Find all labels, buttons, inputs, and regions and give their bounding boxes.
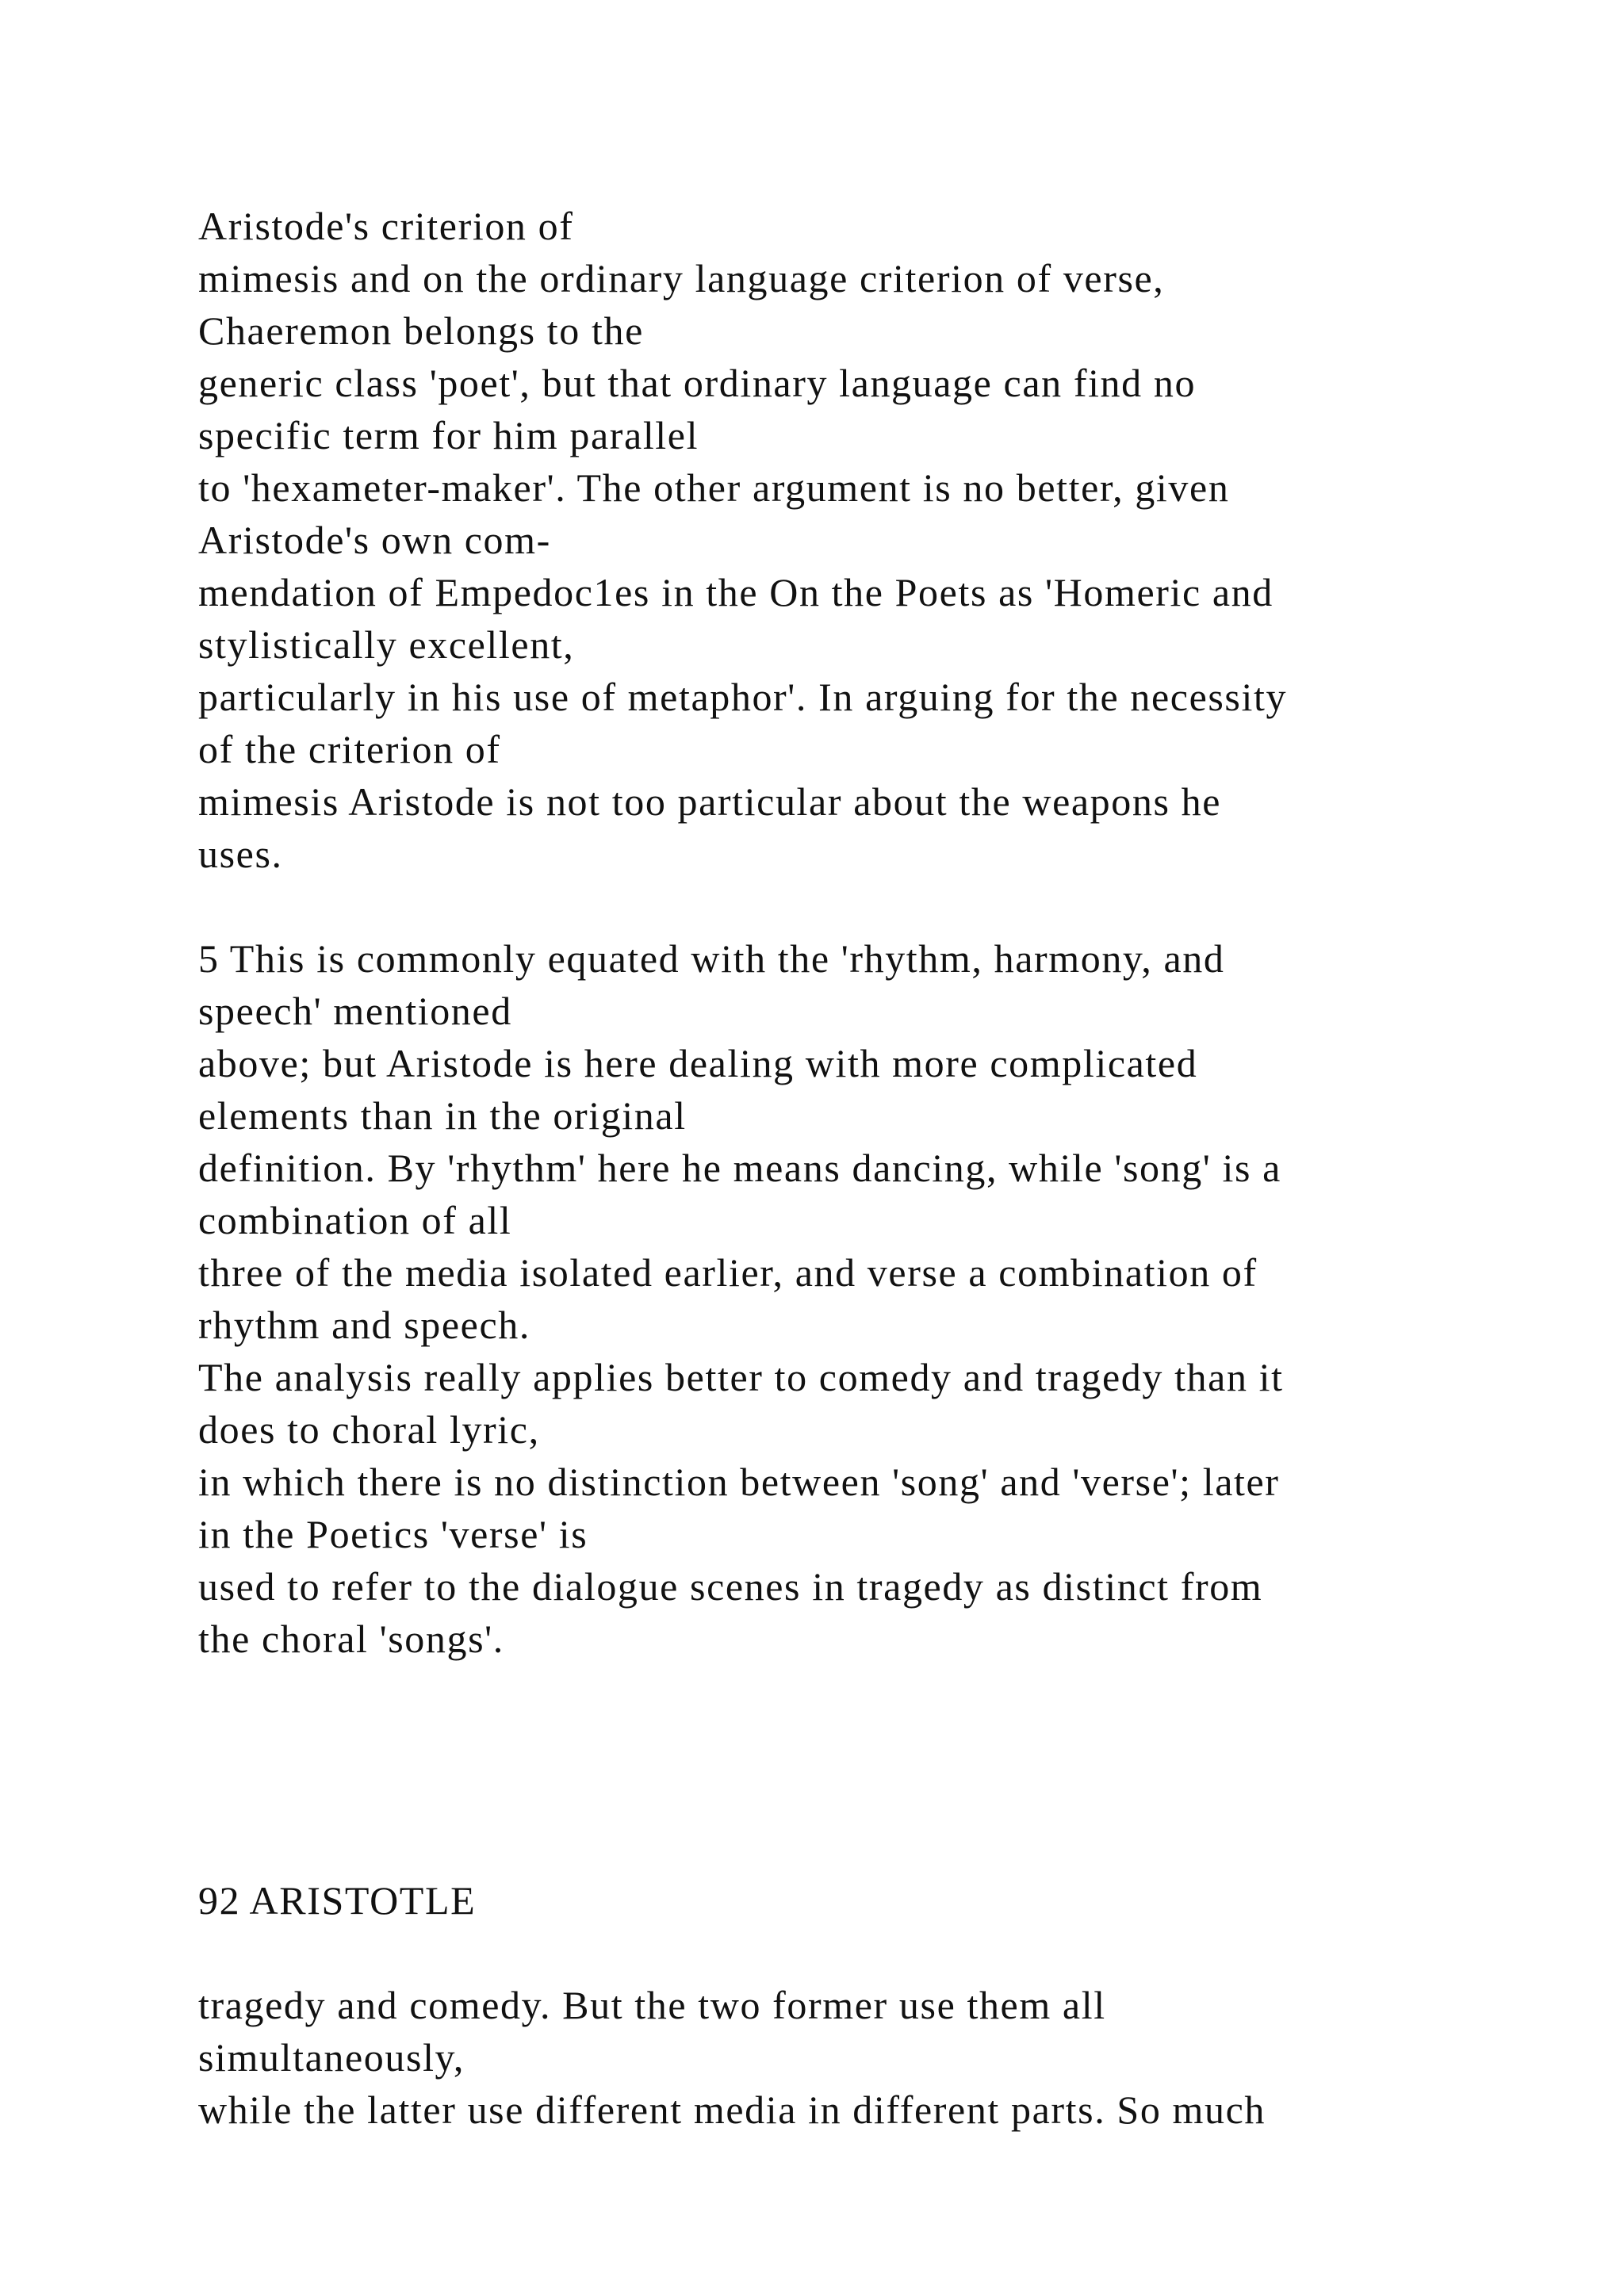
footnote-line: in the Poetics 'verse' is [198,1512,588,1556]
text-line: mendation of Empedoc1es in the On the Poets as 'Homeric and [198,570,1274,614]
footnote-line: The analysis really applies better to comedy and tragedy than it [198,1355,1284,1399]
text-line: tragedy and comedy. But the two former use them all [198,1983,1106,2027]
footnote-line: elements than in the original [198,1093,687,1138]
footnote-line: above; but Aristode is here dealing with more complicated [198,1041,1198,1085]
text-line: generic class 'poet', but that ordinary language can find no [198,361,1197,405]
text-line: particularly in his use of metaphor'. In arguing for the necessity [198,675,1288,719]
footnote-line: 5 This is commonly equated with the 'rhythm, harmony, and [198,936,1225,981]
footnote-line: does to choral lyric, [198,1407,540,1452]
text-line: stylistically excellent, [198,622,575,667]
blank-line [198,1927,1546,1979]
text-line: to 'hexameter-maker'. The other argument is no better, given [198,465,1230,510]
footnote-line: used to refer to the dialogue scenes in tragedy as distinct from [198,1564,1263,1609]
text-line: mimesis Aristode is not too particular about the weapons he [198,779,1222,824]
blank-line [198,1717,1546,1770]
footnote-line: speech' mentioned [198,989,512,1033]
footnote-line: the choral 'songs'. [198,1617,504,1661]
footnote-line: in which there is no distinction between 'song' and 'verse'; later [198,1460,1280,1504]
text-line: simultaneously, [198,2035,465,2080]
footnote-line: definition. By 'rhythm' here he means dancing, while 'song' is a [198,1146,1281,1190]
text-line: Chaeremon belongs to the [198,308,644,353]
text-line: while the latter use different media in different parts. So much [198,2087,1266,2132]
text-line: mimesis and on the ordinary language criterion of verse, [198,256,1165,300]
text-line: Aristode's criterion of [198,204,574,248]
text-line: specific term for him parallel [198,413,699,457]
footnote-line: combination of all [198,1198,512,1242]
footnote-line: three of the media isolated earlier, and verse a combination of [198,1250,1258,1295]
blank-line [198,880,1546,932]
document-text [198,200,1546,2136]
footnote-line: rhythm and speech. [198,1303,530,1347]
blank-line [198,1770,1546,1822]
blank-line [198,1665,1546,1717]
blank-line [198,1822,1546,1874]
text-line: of the criterion of [198,727,501,771]
text-line: uses. [198,832,283,876]
text-line: Aristode's own com- [198,518,551,562]
running-header: 92 ARISTOTLE [198,1878,477,1923]
